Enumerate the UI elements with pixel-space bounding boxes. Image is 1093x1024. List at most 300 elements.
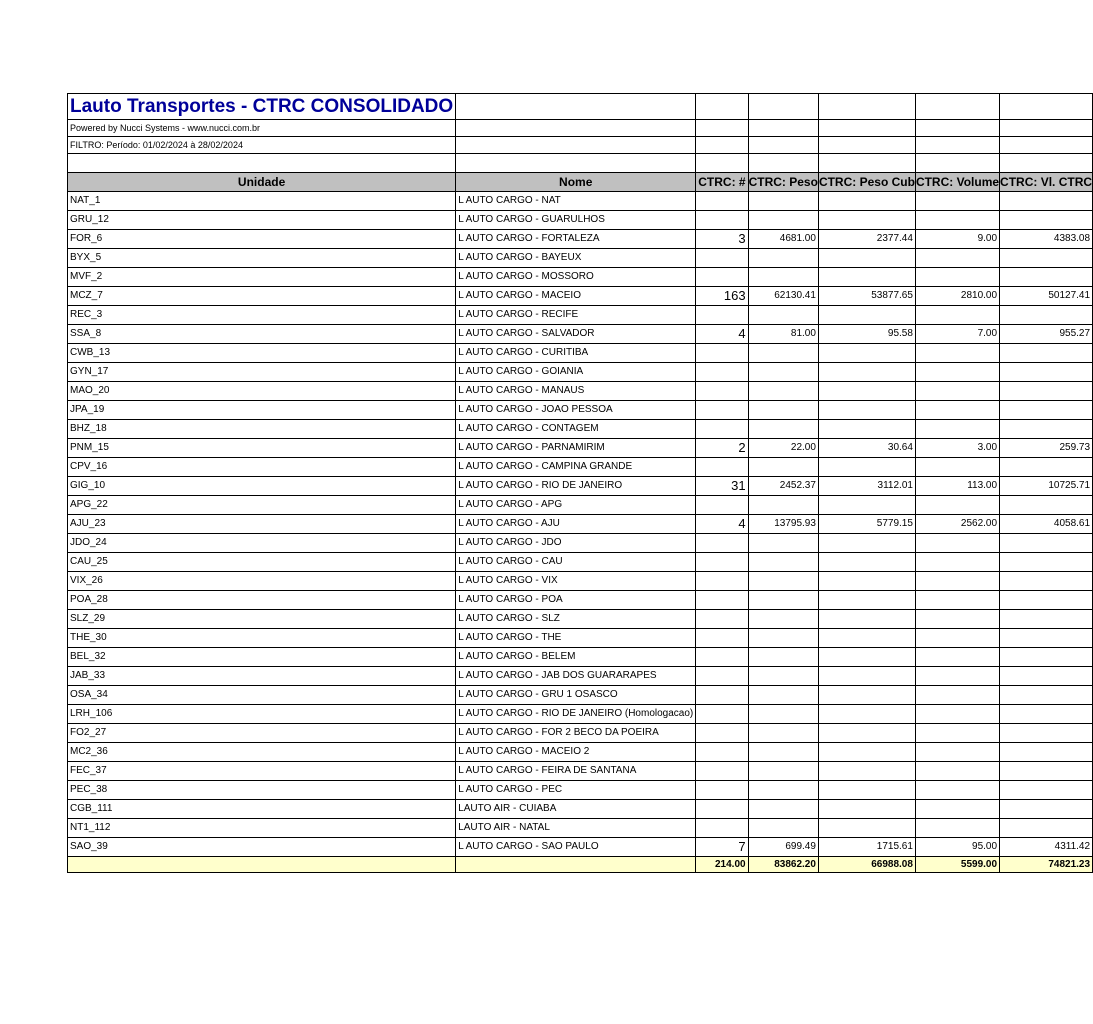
ctrc-count-cell: 2 <box>696 439 748 458</box>
table-row <box>68 382 1093 401</box>
name-cell: L AUTO CARGO - GUARULHOS <box>456 211 696 230</box>
unit-cell: REC_3 <box>68 306 456 325</box>
name-cell: L AUTO CARGO - CURITIBA <box>456 344 696 363</box>
ctrc-count-cell <box>696 458 748 477</box>
table-row <box>68 420 1093 439</box>
unit-cell: PNM_15 <box>68 439 456 458</box>
table-row <box>68 477 1093 496</box>
unit-cell: CWB_13 <box>68 344 456 363</box>
vl-ctrc-cell <box>1000 667 1093 686</box>
table-row <box>68 648 1093 667</box>
vl-ctrc-cell <box>1000 762 1093 781</box>
peso-cub-cell: 3112.01 <box>818 477 915 496</box>
volume-cell <box>915 534 999 553</box>
table-row <box>68 363 1093 382</box>
ctrc-count-cell <box>696 496 748 515</box>
ctrc-count-cell <box>696 249 748 268</box>
peso-cub-cell: 1715.61 <box>818 838 915 857</box>
table-row <box>68 743 1093 762</box>
volume-cell: 7.00 <box>915 325 999 344</box>
unit-cell: POA_28 <box>68 591 456 610</box>
peso-cub-cell <box>818 572 915 591</box>
name-cell: L AUTO CARGO - APG <box>456 496 696 515</box>
peso-cell <box>748 382 818 401</box>
volume-cell: 2562.00 <box>915 515 999 534</box>
peso-cell <box>748 705 818 724</box>
volume-cell <box>915 420 999 439</box>
vl-ctrc-cell <box>1000 686 1093 705</box>
vl-ctrc-cell <box>1000 629 1093 648</box>
peso-cell <box>748 743 818 762</box>
header-unidade: Unidade <box>68 173 456 192</box>
vl-ctrc-cell: 50127.41 <box>1000 287 1093 306</box>
ctrc-count-cell <box>696 363 748 382</box>
unit-cell: CPV_16 <box>68 458 456 477</box>
vl-ctrc-cell <box>1000 819 1093 838</box>
vl-ctrc-cell <box>1000 705 1093 724</box>
volume-cell <box>915 401 999 420</box>
vl-ctrc-cell: 10725.71 <box>1000 477 1093 496</box>
total-vl-ctrc: 74821.23 <box>1000 857 1093 873</box>
vl-ctrc-cell: 955.27 <box>1000 325 1093 344</box>
vl-ctrc-cell <box>1000 553 1093 572</box>
vl-ctrc-cell: 4058.61 <box>1000 515 1093 534</box>
unit-cell: NT1_112 <box>68 819 456 838</box>
unit-cell: FO2_27 <box>68 724 456 743</box>
unit-cell: FEC_37 <box>68 762 456 781</box>
header-ctrc-peso-cub: CTRC: Peso Cub <box>818 173 915 192</box>
ctrc-count-cell <box>696 762 748 781</box>
volume-cell <box>915 743 999 762</box>
ctrc-count-cell <box>696 534 748 553</box>
ctrc-count-cell <box>696 591 748 610</box>
vl-ctrc-cell <box>1000 306 1093 325</box>
peso-cub-cell <box>818 496 915 515</box>
name-cell: L AUTO CARGO - NAT <box>456 192 696 211</box>
peso-cub-cell: 2377.44 <box>818 230 915 249</box>
peso-cell <box>748 781 818 800</box>
volume-cell: 113.00 <box>915 477 999 496</box>
table-row <box>68 249 1093 268</box>
ctrc-count-cell <box>696 420 748 439</box>
ctrc-count-cell: 163 <box>696 287 748 306</box>
peso-cell <box>748 401 818 420</box>
ctrc-count-cell: 4 <box>696 325 748 344</box>
peso-cub-cell <box>818 743 915 762</box>
unit-cell: BEL_32 <box>68 648 456 667</box>
table-row <box>68 591 1093 610</box>
unit-cell: MVF_2 <box>68 268 456 287</box>
table-row <box>68 572 1093 591</box>
peso-cell: 62130.41 <box>748 287 818 306</box>
peso-cub-cell <box>818 553 915 572</box>
table-row <box>68 800 1093 819</box>
name-cell: L AUTO CARGO - JOAO PESSOA <box>456 401 696 420</box>
ctrc-count-cell <box>696 306 748 325</box>
peso-cell <box>748 800 818 819</box>
vl-ctrc-cell <box>1000 249 1093 268</box>
unit-cell: PEC_38 <box>68 781 456 800</box>
unit-cell: APG_22 <box>68 496 456 515</box>
volume-cell <box>915 667 999 686</box>
vl-ctrc-cell <box>1000 591 1093 610</box>
peso-cell <box>748 268 818 287</box>
peso-cub-cell: 30.64 <box>818 439 915 458</box>
name-cell: L AUTO CARGO - CONTAGEM <box>456 420 696 439</box>
peso-cub-cell <box>818 629 915 648</box>
volume-cell <box>915 572 999 591</box>
volume-cell <box>915 306 999 325</box>
table-row <box>68 306 1093 325</box>
vl-ctrc-cell <box>1000 496 1093 515</box>
total-peso-cub: 66988.08 <box>818 857 915 873</box>
volume-cell <box>915 591 999 610</box>
ctrc-count-cell <box>696 553 748 572</box>
ctrc-count-cell <box>696 382 748 401</box>
unit-cell: JDO_24 <box>68 534 456 553</box>
unit-cell: VIX_26 <box>68 572 456 591</box>
peso-cub-cell <box>818 534 915 553</box>
unit-cell: JAB_33 <box>68 667 456 686</box>
unit-cell: MC2_36 <box>68 743 456 762</box>
ctrc-count-cell <box>696 724 748 743</box>
peso-cell: 699.49 <box>748 838 818 857</box>
powered-by-row <box>68 120 1093 137</box>
vl-ctrc-cell <box>1000 610 1093 629</box>
filter-text: FILTRO: Período: 01/02/2024 à 28/02/2024 <box>68 137 456 154</box>
volume-cell <box>915 553 999 572</box>
name-cell: L AUTO CARGO - PARNAMIRIM <box>456 439 696 458</box>
ctrc-count-cell <box>696 268 748 287</box>
ctrc-count-cell <box>696 667 748 686</box>
total-count: 214.00 <box>696 857 748 873</box>
table-row <box>68 230 1093 249</box>
vl-ctrc-cell <box>1000 211 1093 230</box>
peso-cell <box>748 686 818 705</box>
volume-cell <box>915 458 999 477</box>
vl-ctrc-cell <box>1000 724 1093 743</box>
unit-cell: FOR_6 <box>68 230 456 249</box>
ctrc-count-cell <box>696 610 748 629</box>
volume-cell <box>915 629 999 648</box>
ctrc-count-cell <box>696 401 748 420</box>
peso-cub-cell <box>818 420 915 439</box>
name-cell: L AUTO CARGO - CAU <box>456 553 696 572</box>
peso-cub-cell <box>818 591 915 610</box>
peso-cell <box>748 667 818 686</box>
totals-blank-unit <box>68 857 456 873</box>
peso-cub-cell <box>818 363 915 382</box>
vl-ctrc-cell <box>1000 363 1093 382</box>
peso-cell <box>748 192 818 211</box>
ctrc-count-cell <box>696 211 748 230</box>
peso-cub-cell <box>818 648 915 667</box>
peso-cub-cell <box>818 762 915 781</box>
vl-ctrc-cell <box>1000 572 1093 591</box>
peso-cell <box>748 553 818 572</box>
peso-cub-cell <box>818 781 915 800</box>
table-row <box>68 496 1093 515</box>
volume-cell <box>915 781 999 800</box>
name-cell: L AUTO CARGO - SALVADOR <box>456 325 696 344</box>
ctrc-count-cell <box>696 819 748 838</box>
peso-cell <box>748 420 818 439</box>
table-row <box>68 534 1093 553</box>
peso-cub-cell <box>818 667 915 686</box>
unit-cell: SSA_8 <box>68 325 456 344</box>
vl-ctrc-cell <box>1000 534 1093 553</box>
ctrc-count-cell: 7 <box>696 838 748 857</box>
table-row <box>68 325 1093 344</box>
table-row <box>68 268 1093 287</box>
total-peso: 83862.20 <box>748 857 818 873</box>
peso-cub-cell <box>818 192 915 211</box>
unit-cell: GRU_12 <box>68 211 456 230</box>
peso-cub-cell <box>818 610 915 629</box>
name-cell: L AUTO CARGO - GOIANIA <box>456 363 696 382</box>
table-row <box>68 439 1093 458</box>
peso-cub-cell <box>818 705 915 724</box>
total-volume: 5599.00 <box>915 857 999 873</box>
table-row <box>68 762 1093 781</box>
name-cell: L AUTO CARGO - RIO DE JANEIRO <box>456 477 696 496</box>
peso-cell: 81.00 <box>748 325 818 344</box>
unit-cell: THE_30 <box>68 629 456 648</box>
peso-cell <box>748 610 818 629</box>
volume-cell: 3.00 <box>915 439 999 458</box>
unit-cell: MCZ_7 <box>68 287 456 306</box>
peso-cub-cell <box>818 249 915 268</box>
volume-cell <box>915 762 999 781</box>
peso-cell <box>748 572 818 591</box>
vl-ctrc-cell: 4383.08 <box>1000 230 1093 249</box>
peso-cell <box>748 306 818 325</box>
peso-cell <box>748 724 818 743</box>
peso-cub-cell <box>818 401 915 420</box>
unit-cell: SAO_39 <box>68 838 456 857</box>
ctrc-count-cell <box>696 705 748 724</box>
ctrc-count-cell: 4 <box>696 515 748 534</box>
peso-cell <box>748 648 818 667</box>
volume-cell <box>915 344 999 363</box>
peso-cell: 13795.93 <box>748 515 818 534</box>
name-cell: L AUTO CARGO - FEIRA DE SANTANA <box>456 762 696 781</box>
table-row <box>68 287 1093 306</box>
header-ctrc-vl: CTRC: Vl. CTRC <box>1000 173 1093 192</box>
table-row <box>68 401 1093 420</box>
table-row <box>68 705 1093 724</box>
peso-cell <box>748 496 818 515</box>
peso-cell: 22.00 <box>748 439 818 458</box>
table-row <box>68 211 1093 230</box>
column-header-row <box>68 173 1093 192</box>
peso-cell <box>748 458 818 477</box>
header-nome: Nome <box>456 173 696 192</box>
name-cell: LAUTO AIR - CUIABA <box>456 800 696 819</box>
unit-cell: JPA_19 <box>68 401 456 420</box>
ctrc-count-cell <box>696 192 748 211</box>
volume-cell <box>915 268 999 287</box>
vl-ctrc-cell <box>1000 382 1093 401</box>
volume-cell <box>915 686 999 705</box>
peso-cub-cell: 5779.15 <box>818 515 915 534</box>
name-cell: L AUTO CARGO - FORTALEZA <box>456 230 696 249</box>
vl-ctrc-cell <box>1000 800 1093 819</box>
volume-cell: 2810.00 <box>915 287 999 306</box>
name-cell: L AUTO CARGO - BAYEUX <box>456 249 696 268</box>
volume-cell <box>915 192 999 211</box>
table-row <box>68 724 1093 743</box>
unit-cell: CAU_25 <box>68 553 456 572</box>
unit-cell: MAO_20 <box>68 382 456 401</box>
table-row <box>68 819 1093 838</box>
volume-cell <box>915 819 999 838</box>
table-row <box>68 610 1093 629</box>
peso-cell <box>748 363 818 382</box>
unit-cell: GIG_10 <box>68 477 456 496</box>
peso-cub-cell: 53877.65 <box>818 287 915 306</box>
name-cell: L AUTO CARGO - PEC <box>456 781 696 800</box>
volume-cell <box>915 496 999 515</box>
peso-cell: 4681.00 <box>748 230 818 249</box>
unit-cell: LRH_106 <box>68 705 456 724</box>
volume-cell <box>915 800 999 819</box>
peso-cub-cell <box>818 724 915 743</box>
vl-ctrc-cell <box>1000 401 1093 420</box>
name-cell: L AUTO CARGO - THE <box>456 629 696 648</box>
header-ctrc-peso: CTRC: Peso <box>748 173 818 192</box>
peso-cub-cell <box>818 306 915 325</box>
name-cell: L AUTO CARGO - VIX <box>456 572 696 591</box>
peso-cell: 2452.37 <box>748 477 818 496</box>
vl-ctrc-cell <box>1000 743 1093 762</box>
unit-cell: SLZ_29 <box>68 610 456 629</box>
unit-cell: BHZ_18 <box>68 420 456 439</box>
ctrc-count-cell: 31 <box>696 477 748 496</box>
ctrc-count-cell <box>696 572 748 591</box>
peso-cell <box>748 762 818 781</box>
table-row <box>68 553 1093 572</box>
vl-ctrc-cell <box>1000 781 1093 800</box>
table-row <box>68 192 1093 211</box>
name-cell: L AUTO CARGO - RIO DE JANEIRO (Homologacao) <box>456 705 696 724</box>
vl-ctrc-cell <box>1000 648 1093 667</box>
vl-ctrc-cell <box>1000 420 1093 439</box>
ctrc-count-cell <box>696 800 748 819</box>
volume-cell <box>915 249 999 268</box>
powered-by-text: Powered by Nucci Systems - www.nucci.com.br <box>68 120 456 137</box>
table-row <box>68 515 1093 534</box>
volume-cell: 9.00 <box>915 230 999 249</box>
peso-cell <box>748 249 818 268</box>
peso-cub-cell <box>818 686 915 705</box>
vl-ctrc-cell <box>1000 344 1093 363</box>
vl-ctrc-cell <box>1000 458 1093 477</box>
report-title: Lauto Transportes - CTRC CONSOLIDADO <box>68 94 456 120</box>
name-cell: L AUTO CARGO - MACEIO <box>456 287 696 306</box>
peso-cell <box>748 534 818 553</box>
name-cell: L AUTO CARGO - MACEIO 2 <box>456 743 696 762</box>
peso-cub-cell <box>818 211 915 230</box>
unit-cell: OSA_34 <box>68 686 456 705</box>
totals-blank-name <box>456 857 696 873</box>
volume-cell <box>915 211 999 230</box>
name-cell: L AUTO CARGO - FOR 2 BECO DA POEIRA <box>456 724 696 743</box>
name-cell: L AUTO CARGO - RECIFE <box>456 306 696 325</box>
peso-cub-cell <box>818 819 915 838</box>
ctrc-count-cell: 3 <box>696 230 748 249</box>
peso-cell <box>748 344 818 363</box>
peso-cell <box>748 819 818 838</box>
peso-cub-cell: 95.58 <box>818 325 915 344</box>
name-cell: L AUTO CARGO - SLZ <box>456 610 696 629</box>
peso-cub-cell <box>818 382 915 401</box>
name-cell: L AUTO CARGO - MANAUS <box>456 382 696 401</box>
table-row <box>68 686 1093 705</box>
name-cell: L AUTO CARGO - BELEM <box>456 648 696 667</box>
consolidated-report-table <box>67 93 1093 873</box>
peso-cell <box>748 629 818 648</box>
ctrc-count-cell <box>696 686 748 705</box>
peso-cub-cell <box>818 344 915 363</box>
name-cell: L AUTO CARGO - CAMPINA GRANDE <box>456 458 696 477</box>
name-cell: LAUTO AIR - NATAL <box>456 819 696 838</box>
unit-cell: AJU_23 <box>68 515 456 534</box>
totals-row <box>68 857 1093 873</box>
table-row <box>68 629 1093 648</box>
filter-row <box>68 137 1093 154</box>
volume-cell <box>915 363 999 382</box>
volume-cell <box>915 724 999 743</box>
name-cell: L AUTO CARGO - AJU <box>456 515 696 534</box>
name-cell: L AUTO CARGO - JDO <box>456 534 696 553</box>
table-row <box>68 838 1093 857</box>
unit-cell: GYN_17 <box>68 363 456 382</box>
ctrc-count-cell <box>696 344 748 363</box>
ctrc-count-cell <box>696 781 748 800</box>
ctrc-count-cell <box>696 629 748 648</box>
table-row <box>68 344 1093 363</box>
peso-cub-cell <box>818 458 915 477</box>
name-cell: L AUTO CARGO - SAO PAULO <box>456 838 696 857</box>
header-ctrc-count: CTRC: # <box>696 173 748 192</box>
volume-cell <box>915 705 999 724</box>
name-cell: L AUTO CARGO - POA <box>456 591 696 610</box>
volume-cell <box>915 382 999 401</box>
ctrc-count-cell <box>696 648 748 667</box>
vl-ctrc-cell <box>1000 192 1093 211</box>
table-row <box>68 781 1093 800</box>
blank-row <box>68 154 1093 173</box>
title-row <box>68 94 1093 120</box>
table-row <box>68 667 1093 686</box>
peso-cub-cell <box>818 268 915 287</box>
vl-ctrc-cell: 4311.42 <box>1000 838 1093 857</box>
header-ctrc-volume: CTRC: Volume <box>915 173 999 192</box>
volume-cell: 95.00 <box>915 838 999 857</box>
volume-cell <box>915 610 999 629</box>
unit-cell: NAT_1 <box>68 192 456 211</box>
ctrc-count-cell <box>696 743 748 762</box>
peso-cell <box>748 591 818 610</box>
vl-ctrc-cell: 259.73 <box>1000 439 1093 458</box>
vl-ctrc-cell <box>1000 268 1093 287</box>
volume-cell <box>915 648 999 667</box>
peso-cell <box>748 211 818 230</box>
table-row <box>68 458 1093 477</box>
peso-cub-cell <box>818 800 915 819</box>
name-cell: L AUTO CARGO - MOSSORO <box>456 268 696 287</box>
